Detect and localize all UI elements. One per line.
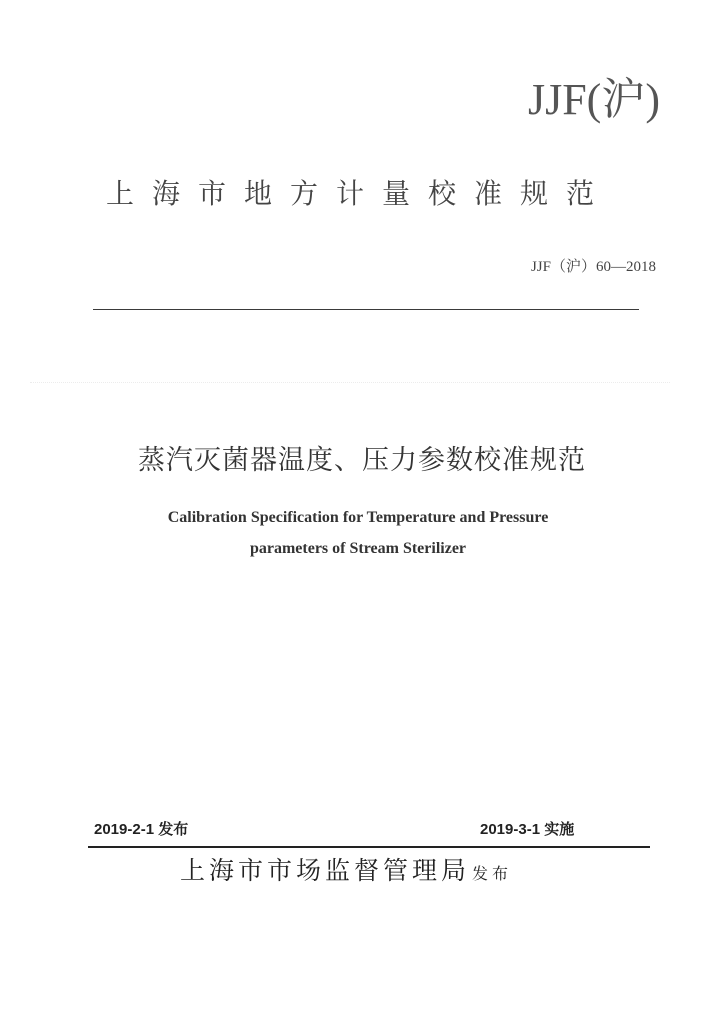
top-divider [93,309,639,310]
document-title-english-line2: parameters of Stream Sterilizer [249,540,467,557]
issue-date: 2019-2-1 发布 [94,821,189,838]
implementation-date: 2019-3-1 实施 [480,821,575,838]
bottom-divider [88,846,650,848]
issuer-name: 上海市市场监督管理局 [180,856,471,885]
standard-mark: JJF(沪) [527,75,660,124]
scan-artifact-line [30,382,670,383]
document-title-english-line1: Calibration Specification for Temperature and Pressure [167,509,549,526]
issuer-suffix: 发布 [472,864,513,883]
document-title-chinese: 蒸汽灭菌器温度、压力参数校准规范 [138,445,586,476]
standard-number: JJF（沪）60—2018 [530,259,656,275]
issuer [180,858,512,883]
category-title: 上海市地方计量校准规范 [106,177,613,210]
